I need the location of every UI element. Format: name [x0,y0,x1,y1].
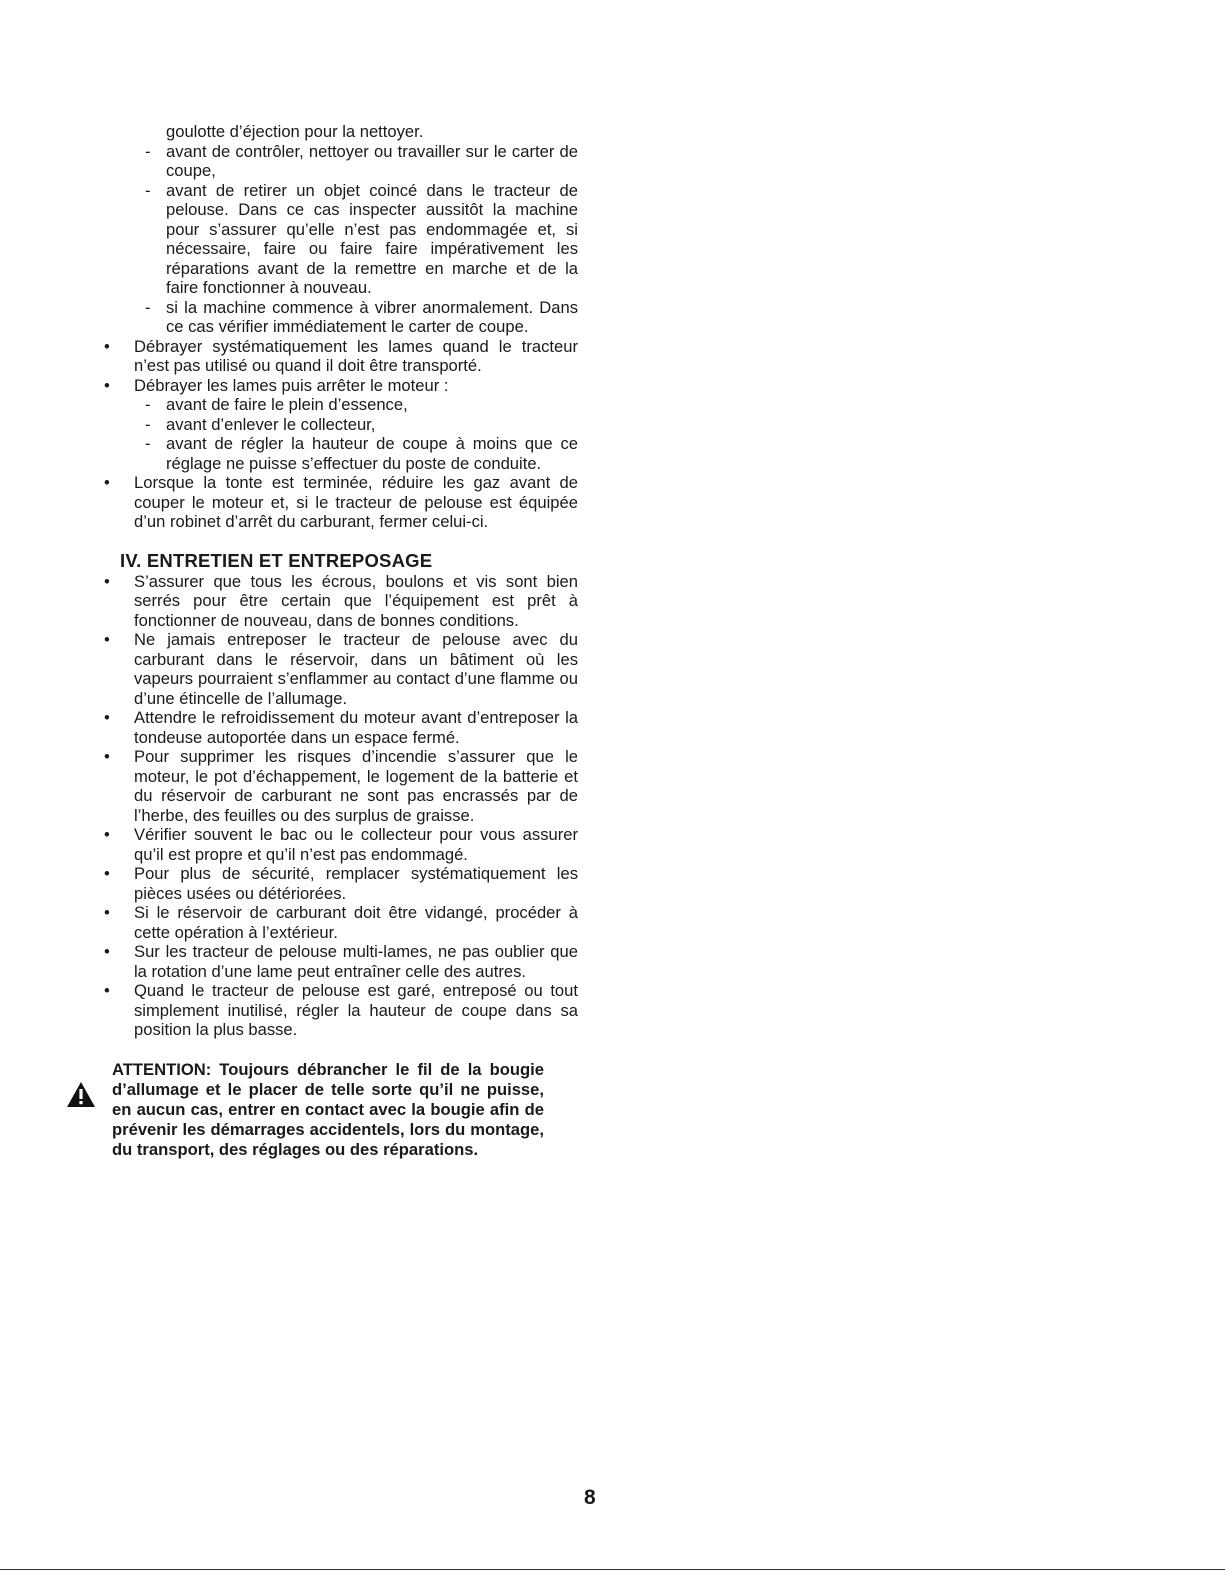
warning-block [66,1060,544,1160]
list-item-text: avant de faire le plein d’essence, [166,395,408,414]
dash-marker: - [145,180,151,200]
list-item-text: si la machine commence à vibrer anormalement. Dans ce cas vérifier immédiatement le carter de coupe. [166,297,578,336]
list-item-text: Pour supprimer les risques d’incendie s’assurer que le moteur, le pot d’échappement, le logement de la batterie et du réservoir de carburant ne sont pas encrassés par de l’herbe, des feuilles ou des surplus de graisse. [134,747,578,825]
list-item [100,395,578,415]
list-item-text: Débrayer systématiquement les lames quand le tracteur n’est pas utilisé ou quand il doit être transporté. [134,336,578,375]
list-item [100,337,578,376]
section-heading: IV. ENTRETIEN ET ENTREPOSAGE [120,549,433,571]
list-item-text: avant d’enlever le collecteur, [166,414,376,434]
warning-text: ATTENTION: Toujours débrancher le fil de la bougie d’allumage et le placer de telle sorte qu’il ne puisse, en aucun cas, entrer en contact avec la bougie afin de prévenir les démarrages accidentels, lors du montage, du transport, des réglages ou des réparations. [112,1060,544,1159]
intro-continuation: goulotte d’éjection pour la nettoyer. [166,122,424,141]
bullet-marker: • [104,747,110,766]
dash-marker: - [145,141,151,161]
bullet-marker: • [104,571,110,591]
list-item-text: Débrayer les lames puis arrêter le moteur : [134,375,449,395]
list-item [100,473,578,532]
list-item [100,942,578,981]
list-item [100,181,578,298]
footer-rule [0,1569,1225,1570]
bullet-marker: • [104,630,110,649]
list-item-text: Lorsque la tonte est terminée, réduire les gaz avant de couper le moteur et, si le tracteur de pelouse est équipée d’un robinet d’arrêt du carburant, fermer celui-ci. [134,473,578,531]
list-item-text: S’assurer que tous les écrous, boulons et vis sont bien serrés pour être certain que l’équipement est prêt à fonctionner de nouveau, dans de bonnes conditions. [134,571,578,630]
bullet-marker: • [104,825,110,844]
list-item-text: avant de retirer un objet coincé dans le tracteur de pelouse. Dans ce cas inspecter aussitôt la machine pour s’assurer qu’elle n’est pas endommagée et, si nécessaire, faire ou faire faire impérativement les réparations avant de la remettre en marche et de la faire fonctionner à nouveau. [166,180,578,297]
bullet-marker: • [104,708,110,727]
list-item-text: Sur les tracteur de pelouse multi-lames, ne pas oublier que la rotation d’une lame peut entraîner celle des autres. [134,942,578,981]
bullet-marker: • [104,903,110,922]
dash-marker: - [145,434,151,453]
list-item [100,298,578,337]
list-item-text: Si le réservoir de carburant doit être vidangé, procéder à cette opération à l’extérieur. [134,903,578,942]
warning-triangle-icon [66,1081,96,1108]
list-item [100,903,578,942]
list-item [100,747,578,825]
list-item [100,864,578,903]
list-item-text: avant de régler la hauteur de coupe à moins que ce réglage ne puisse s’effectuer du poste de conduite. [166,434,578,473]
page-number: 8 [584,1486,596,1509]
list-item [100,142,578,181]
bullet-marker: • [104,473,110,492]
list-item-text: Attendre le refroidissement du moteur avant d’entreposer la tondeuse autoportée dans un espace fermé. [134,708,578,747]
list-item-text: Quand le tracteur de pelouse est garé, entreposé ou tout simplement inutilisé, régler la hauteur de coupe dans sa position la plus basse. [134,981,578,1039]
list-item-text: Vérifier souvent le bac ou le collecteur pour vous assurer qu’il est propre et qu’il n’est pas endommagé. [134,825,578,864]
bullet-marker: • [104,942,110,961]
list-item [100,376,578,396]
list-item [100,981,578,1040]
list-item [100,708,578,747]
list-item-text: Pour plus de sécurité, remplacer systématiquement les pièces usées ou détériorées. [134,864,578,903]
list-item [100,825,578,864]
list-item [100,434,578,473]
bullet-marker: • [104,336,110,356]
list-item [100,630,578,708]
bullet-marker: • [104,375,110,395]
bullet-marker: • [104,981,110,1000]
dash-marker: - [145,297,151,317]
dash-marker: - [145,395,151,414]
dash-marker: - [145,414,151,434]
bullet-marker: • [104,864,110,883]
list-item-text: Ne jamais entreposer le tracteur de pelouse avec du carburant dans le réservoir, dans un bâtiment où les vapeurs pourraient s’enflammer au contact d’une flamme ou d’une étincelle de l’allumage. [134,630,578,708]
list-item-text: avant de contrôler, nettoyer ou travailler sur le carter de coupe, [166,141,578,180]
list-item [100,572,578,631]
main-text-column [100,122,578,1040]
list-item [100,415,578,435]
